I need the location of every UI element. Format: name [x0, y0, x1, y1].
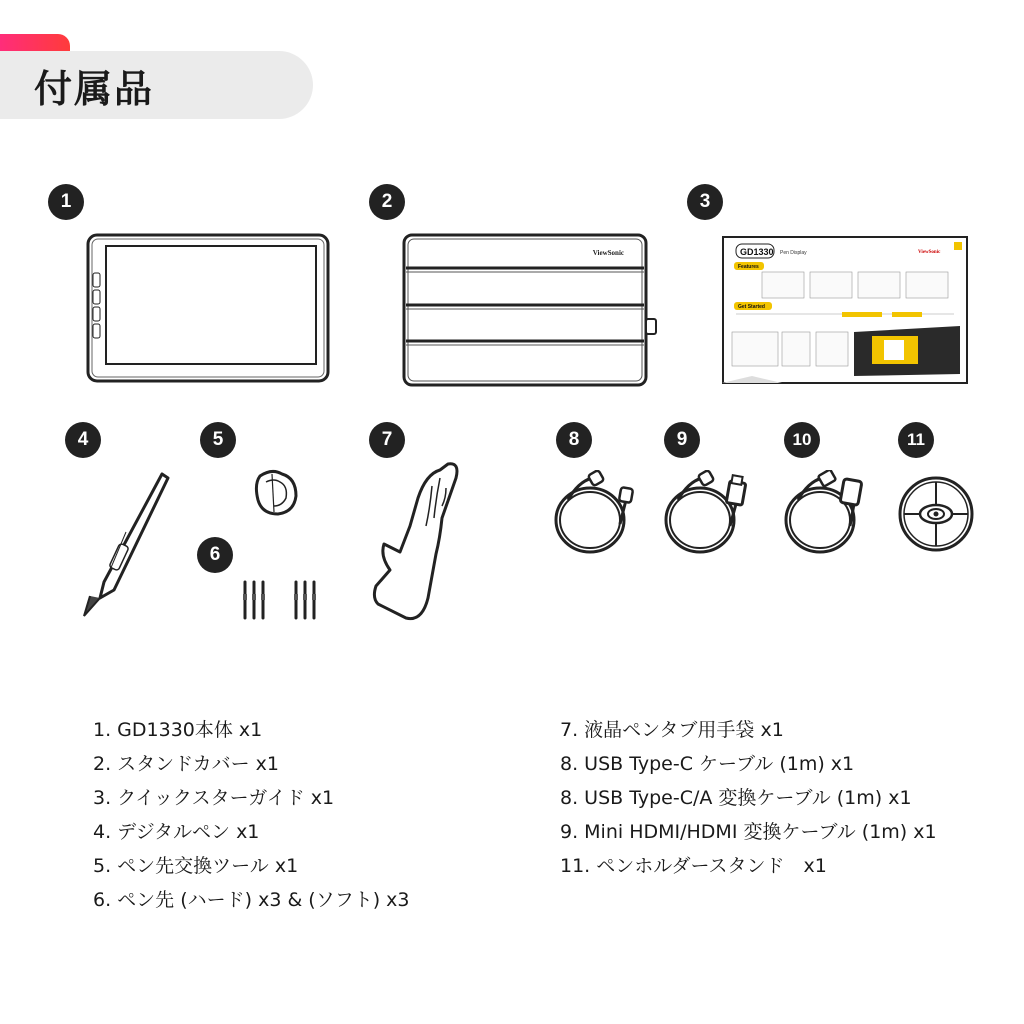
- pen-holder-stand-illustration: [896, 474, 976, 554]
- list-item: 9. Mini HDMI/HDMI 変換ケーブル (1m) x1: [560, 821, 937, 843]
- item-badge-8: 8: [556, 422, 592, 458]
- item-badge-4: 4: [65, 422, 101, 458]
- stand-cover-illustration: [402, 233, 660, 388]
- cover-brand-logo: ViewSonic: [592, 249, 624, 257]
- quick-start-guide-illustration: [722, 236, 968, 384]
- item-badge-5: 5: [200, 422, 236, 458]
- list-item: 2. スタンドカバー x1: [93, 753, 279, 775]
- mini-hdmi-cable-illustration: [780, 470, 872, 558]
- item-badge-2: 2: [369, 184, 405, 220]
- list-item: 8. USB Type-C/A 変換ケーブル (1m) x1: [560, 787, 912, 809]
- guide-tagline: Pen Display: [780, 250, 807, 256]
- guide-model: GD1330: [740, 247, 774, 257]
- item-badge-1: 1: [48, 184, 84, 220]
- nib-remover-illustration: [250, 466, 302, 518]
- list-item: 1. GD1330本体 x1: [93, 719, 263, 741]
- digital-pen-illustration: [80, 470, 175, 620]
- item-badge-6: 6: [197, 537, 233, 573]
- guide-brand: ViewSonic: [918, 250, 941, 255]
- drawing-glove-illustration: [370, 458, 470, 623]
- usb-c-to-a-cable-illustration: [660, 470, 752, 558]
- list-item: 7. 液晶ペンタブ用手袋 x1: [560, 719, 784, 741]
- accessory-list-left: [93, 713, 410, 917]
- item-badge-11: 11: [898, 422, 934, 458]
- list-item: 3. クイックスターガイド x1: [93, 787, 335, 809]
- item-badge-9: 9: [664, 422, 700, 458]
- list-item: 4. デジタルペン x1: [93, 821, 260, 843]
- item-badge-7: 7: [369, 422, 405, 458]
- guide-get-started-label: Get Started: [738, 304, 765, 310]
- guide-features-label: Features: [738, 264, 759, 270]
- header-title-pill: [0, 51, 313, 119]
- list-item: 5. ペン先交換ツール x1: [93, 855, 299, 877]
- pen-nibs-illustration: [236, 578, 326, 622]
- item-badge-10: 10: [784, 422, 820, 458]
- tablet-front-illustration: [86, 233, 330, 385]
- list-item: 11. ペンホルダースタンド x1: [560, 855, 827, 877]
- usb-c-cable-illustration: [548, 470, 638, 558]
- list-item: 8. USB Type-C ケーブル (1m) x1: [560, 753, 855, 775]
- item-badge-3: 3: [687, 184, 723, 220]
- list-item: 6. ペン先 (ハード) x3 & (ソフト) x3: [93, 889, 410, 911]
- accessory-list-right: [560, 713, 937, 883]
- page-title: 付属品: [34, 66, 155, 111]
